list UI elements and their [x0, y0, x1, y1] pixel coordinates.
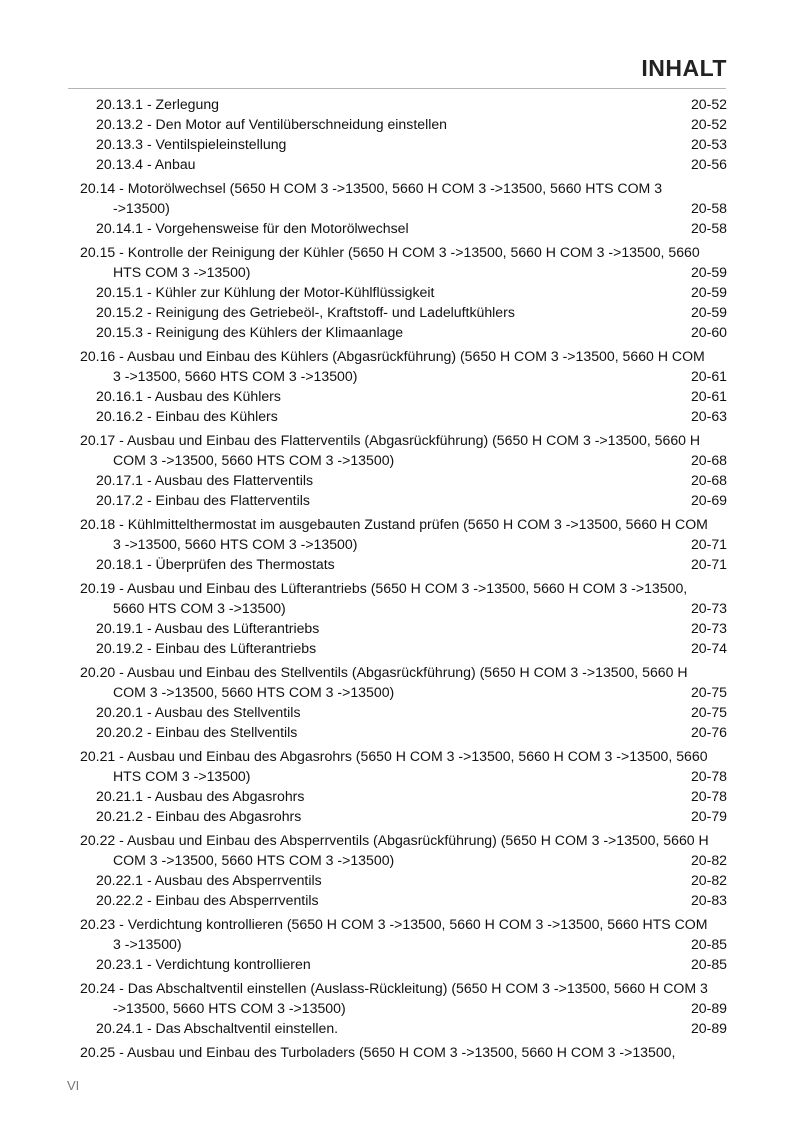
toc-entry-title: 20.13.2 - Den Motor auf Ventilüberschneidung einstellen — [96, 116, 448, 132]
toc-entry-title: 20.17 - Ausbau und Einbau des Flatterventils (Abgasrückführung) (5650 H COM 3 ->13500, 5660 H — [80, 432, 701, 448]
toc-entry[interactable] — [0, 914, 794, 934]
toc-entry[interactable] — [0, 450, 794, 470]
toc-entry-title: HTS COM 3 ->13500) — [113, 264, 251, 280]
toc-section — [0, 830, 794, 910]
toc-entry-title: 20.23 - Verdichtung kontrollieren (5650 H COM 3 ->13500, 5660 H COM 3 ->13500, 5660 HTS COM — [80, 916, 708, 932]
toc-section — [0, 746, 794, 826]
toc-entry[interactable] — [0, 198, 794, 218]
toc-entry-title: 3 ->13500, 5660 HTS COM 3 ->13500) — [113, 368, 358, 384]
toc-section — [0, 94, 794, 174]
toc-entry[interactable] — [0, 430, 794, 450]
toc-subentry[interactable] — [0, 386, 794, 406]
toc-entry-title: 3 ->13500) — [113, 936, 182, 952]
toc-page-number: 20-58 — [690, 200, 727, 216]
page-number: VI — [67, 1078, 80, 1093]
table-of-contents — [0, 94, 794, 1066]
toc-entry-title: 20.13.3 - Ventilspieleinstellung — [96, 136, 287, 152]
toc-entry-title: 20.20 - Ausbau und Einbau des Stellventils (Abgasrückführung) (5650 H COM 3 ->13500, 5660 H — [80, 664, 688, 680]
toc-subentry[interactable] — [0, 490, 794, 510]
toc-page-number: 20-68 — [690, 472, 727, 488]
toc-page-number: 20-85 — [690, 936, 727, 952]
toc-page-number: 20-60 — [690, 324, 727, 340]
toc-entry-title: 20.20.1 - Ausbau des Stellventils — [96, 704, 301, 720]
toc-entry-title: 20.15.3 - Reinigung des Kühlers der Klimaanlage — [96, 324, 404, 340]
toc-section — [0, 662, 794, 742]
toc-entry[interactable] — [0, 830, 794, 850]
toc-entry-title: 20.24.1 - Das Abschaltventil einstellen. — [96, 1020, 339, 1036]
toc-entry[interactable] — [0, 598, 794, 618]
toc-page-number: 20-73 — [690, 600, 727, 616]
header-divider — [68, 88, 726, 89]
toc-page-number: 20-75 — [690, 704, 727, 720]
toc-page-number: 20-76 — [690, 724, 727, 740]
toc-subentry[interactable] — [0, 94, 794, 114]
toc-page-number: 20-52 — [690, 96, 727, 112]
toc-subentry[interactable] — [0, 806, 794, 826]
toc-section — [0, 1042, 794, 1062]
toc-entry-title: 20.19 - Ausbau und Einbau des Lüfterantriebs (5650 H COM 3 ->13500, 5660 H COM 3 ->13500, — [80, 580, 688, 596]
toc-section — [0, 914, 794, 974]
toc-entry[interactable] — [0, 534, 794, 554]
page-title: INHALT — [641, 55, 727, 81]
toc-page-number: 20-53 — [690, 136, 727, 152]
toc-page-number: 20-71 — [690, 536, 727, 552]
toc-page-number: 20-63 — [690, 408, 727, 424]
toc-page-number: 20-69 — [690, 492, 727, 508]
toc-page-number: 20-75 — [690, 684, 727, 700]
toc-subentry[interactable] — [0, 114, 794, 134]
toc-entry-title: 20.17.1 - Ausbau des Flatterventils — [96, 472, 314, 488]
toc-entry-title: 20.16.1 - Ausbau des Kühlers — [96, 388, 281, 404]
toc-page-number: 20-59 — [690, 264, 727, 280]
toc-page-number: 20-73 — [690, 620, 727, 636]
toc-subentry[interactable] — [0, 134, 794, 154]
toc-page-number: 20-56 — [690, 156, 727, 172]
toc-page-number: 20-89 — [690, 1020, 727, 1036]
toc-subentry[interactable] — [0, 554, 794, 574]
toc-section — [0, 346, 794, 426]
toc-entry[interactable] — [0, 346, 794, 366]
toc-entry-title: 20.14 - Motorölwechsel (5650 H COM 3 ->13500, 5660 H COM 3 ->13500, 5660 HTS COM 3 — [80, 180, 663, 196]
toc-entry[interactable] — [0, 766, 794, 786]
toc-subentry[interactable] — [0, 702, 794, 722]
toc-page-number: 20-78 — [690, 788, 727, 804]
toc-entry-title: 20.16.2 - Einbau des Kühlers — [96, 408, 278, 424]
toc-entry[interactable] — [0, 1042, 794, 1062]
toc-entry-title: 20.24 - Das Abschaltventil einstellen (Auslass-Rückleitung) (5650 H COM 3 ->13500, 5660 H COM 3 — [80, 980, 708, 996]
toc-page-number: 20-78 — [690, 768, 727, 784]
toc-entry[interactable] — [0, 746, 794, 766]
toc-entry-title: 20.21.1 - Ausbau des Abgasrohrs — [96, 788, 305, 804]
toc-entry-title: ->13500, 5660 HTS COM 3 ->13500) — [113, 1000, 346, 1016]
toc-subentry[interactable] — [0, 470, 794, 490]
toc-entry-title: COM 3 ->13500, 5660 HTS COM 3 ->13500) — [113, 452, 395, 468]
toc-section — [0, 514, 794, 574]
toc-subentry[interactable] — [0, 618, 794, 638]
toc-subentry[interactable] — [0, 1018, 794, 1038]
toc-subentry[interactable] — [0, 154, 794, 174]
toc-subentry[interactable] — [0, 954, 794, 974]
toc-entry-title: HTS COM 3 ->13500) — [113, 768, 251, 784]
toc-section — [0, 978, 794, 1038]
toc-entry-title: 20.13.1 - Zerlegung — [96, 96, 220, 112]
toc-entry-title: 20.15.2 - Reinigung des Getriebeöl-, Kraftstoff- und Ladeluftkühlers — [96, 304, 515, 320]
toc-entry-title: 20.19.1 - Ausbau des Lüfterantriebs — [96, 620, 320, 636]
toc-entry-title: 20.15.1 - Kühler zur Kühlung der Motor-Kühlflüssigkeit — [96, 284, 435, 300]
toc-entry-title: 20.22 - Ausbau und Einbau des Absperrventils (Abgasrückführung) (5650 H COM 3 ->13500, 5660 H — [80, 832, 709, 848]
toc-page-number: 20-58 — [690, 220, 727, 236]
toc-entry-title: 20.16 - Ausbau und Einbau des Kühlers (Abgasrückführung) (5650 H COM 3 ->13500, 5660 H COM — [80, 348, 705, 364]
toc-entry-title: 20.21.2 - Einbau des Abgasrohrs — [96, 808, 302, 824]
toc-subentry[interactable] — [0, 218, 794, 238]
toc-page-number: 20-61 — [690, 368, 727, 384]
toc-entry[interactable] — [0, 682, 794, 702]
toc-entry-title: 20.13.4 - Anbau — [96, 156, 196, 172]
toc-page-number: 20-71 — [690, 556, 727, 572]
toc-entry-title: 20.23.1 - Verdichtung kontrollieren — [96, 956, 311, 972]
toc-subentry[interactable] — [0, 786, 794, 806]
toc-entry-title: 20.21 - Ausbau und Einbau des Abgasrohrs (5650 H COM 3 ->13500, 5660 H COM 3 ->13500, 5660 — [80, 748, 708, 764]
toc-page-number: 20-59 — [690, 304, 727, 320]
toc-entry-title: 20.15 - Kontrolle der Reinigung der Kühler (5650 H COM 3 ->13500, 5660 H COM 3 ->13500, 5660 — [80, 244, 700, 260]
toc-entry-title: 20.18 - Kühlmittelthermostat im ausgebauten Zustand prüfen (5650 H COM 3 ->13500, 5660 H COM — [80, 516, 708, 532]
toc-page-number: 20-59 — [690, 284, 727, 300]
toc-entry-title: 20.14.1 - Vorgehensweise für den Motorölwechsel — [96, 220, 409, 236]
toc-subentry[interactable] — [0, 890, 794, 910]
toc-entry[interactable] — [0, 978, 794, 998]
toc-entry[interactable] — [0, 578, 794, 598]
toc-entry-title: 3 ->13500, 5660 HTS COM 3 ->13500) — [113, 536, 358, 552]
toc-subentry[interactable] — [0, 870, 794, 890]
toc-entry-title: 20.20.2 - Einbau des Stellventils — [96, 724, 298, 740]
toc-entry[interactable] — [0, 850, 794, 870]
toc-entry[interactable] — [0, 934, 794, 954]
toc-entry-title: ->13500) — [113, 200, 170, 216]
toc-page-number: 20-79 — [690, 808, 727, 824]
toc-page-number: 20-85 — [690, 956, 727, 972]
toc-subentry[interactable] — [0, 722, 794, 742]
toc-entry[interactable] — [0, 998, 794, 1018]
toc-entry[interactable] — [0, 366, 794, 386]
toc-subentry[interactable] — [0, 322, 794, 342]
toc-entry-title: 5660 HTS COM 3 ->13500) — [113, 600, 286, 616]
toc-entry-title: 20.22.2 - Einbau des Absperrventils — [96, 892, 319, 908]
toc-section — [0, 242, 794, 342]
toc-entry-title: 20.18.1 - Überprüfen des Thermostats — [96, 556, 335, 572]
toc-entry-title: 20.25 - Ausbau und Einbau des Turboladers (5650 H COM 3 ->13500, 5660 H COM 3 ->13500, — [80, 1044, 676, 1060]
toc-page-number: 20-82 — [690, 872, 727, 888]
toc-page-number: 20-82 — [690, 852, 727, 868]
toc-subentry[interactable] — [0, 638, 794, 658]
toc-page-number: 20-83 — [690, 892, 727, 908]
toc-entry-title: 20.22.1 - Ausbau des Absperrventils — [96, 872, 322, 888]
toc-page-number: 20-89 — [690, 1000, 727, 1016]
toc-entry[interactable] — [0, 514, 794, 534]
toc-entry[interactable] — [0, 178, 794, 198]
toc-section — [0, 178, 794, 238]
toc-entry[interactable] — [0, 662, 794, 682]
toc-page-number: 20-68 — [690, 452, 727, 468]
toc-entry-title: COM 3 ->13500, 5660 HTS COM 3 ->13500) — [113, 684, 395, 700]
toc-page-number: 20-74 — [690, 640, 727, 656]
toc-entry[interactable] — [0, 242, 794, 262]
toc-subentry[interactable] — [0, 282, 794, 302]
toc-page-number: 20-61 — [690, 388, 727, 404]
toc-section — [0, 578, 794, 658]
toc-subentry[interactable] — [0, 302, 794, 322]
toc-entry-title: COM 3 ->13500, 5660 HTS COM 3 ->13500) — [113, 852, 395, 868]
toc-subentry[interactable] — [0, 406, 794, 426]
toc-entry-title: 20.17.2 - Einbau des Flatterventils — [96, 492, 310, 508]
toc-section — [0, 430, 794, 510]
toc-entry-title: 20.19.2 - Einbau des Lüfterantriebs — [96, 640, 317, 656]
toc-entry[interactable] — [0, 262, 794, 282]
toc-page-number: 20-52 — [690, 116, 727, 132]
